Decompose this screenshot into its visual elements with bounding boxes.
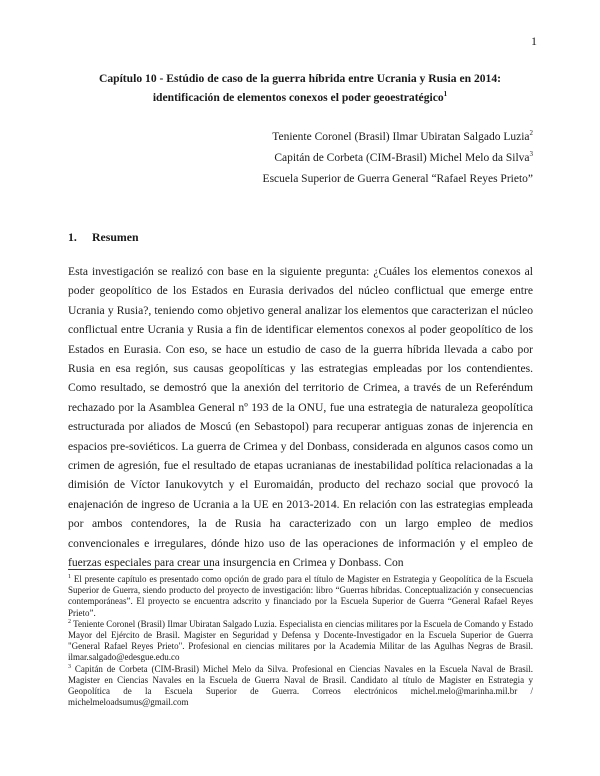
page-number: 1 bbox=[531, 34, 537, 48]
section-number: 1. bbox=[68, 230, 77, 244]
footnote-separator bbox=[68, 569, 213, 570]
footnote-ref-2[interactable]: 2 bbox=[529, 129, 533, 138]
footnote-2 bbox=[68, 619, 533, 664]
chapter-title-line-2 bbox=[70, 88, 530, 107]
footnote-1 bbox=[68, 574, 533, 619]
author-1 bbox=[230, 127, 533, 148]
author-block bbox=[230, 127, 533, 190]
footnotes bbox=[68, 574, 533, 708]
abstract-paragraph: Esta investigación se realizó con base en la siguiente pregunta: ¿Cuáles los elementos conexos al poder geopolítico de los Estados en Eurasia derivados del núcleo conflictual que emerge entre Ucrania y Rusia?, teniendo como objetivo general analizar los elementos que caracterizan el núcleo conflictual entre Ucrania y Rusia a fin de identificar elementos conexos al poder geopolítico de los Estados en Eurasia. Con eso, se hace un estudio de caso de la guerra híbrida llevada a cabo por Rusia en esa región, sus causas geopolíticas y las estrategias empleadas por los contendientes. Como resultado, se demostró que la anexión del territorio de Crimea, a través de un Referéndum rechazado por la Asamblea General nº 193 de la ONU, fue una estrategia de naturaleza geopolítica estructurada por aliados de Moscú (en Sebastopol) para recuperar antiguas zonas de injerencia en espacios pre-soviéticos. La guerra de Crimea y del Donbass, considerada en algunos casos como un crimen de agresión, fue el resultado de etapas ucranianas de inestabilidad política relacionadas a la dimisión de Víctor Ianukovytch y el Euromaidán, producto del rechazo social que provocó la enajenación de ingreso de Ucrania a la UE en 2013-2014. En relación con las estrategias empleada por ambos contendores, la de Rusia ha caracterizado con un largo empleo de medios convencionales e irregulares, dónde hizo uso de las operaciones de información y el empleo de fuerzas especiales para crear una insurgencia en Crimea y Donbass. Con bbox=[68, 265, 533, 570]
institution bbox=[230, 169, 533, 190]
chapter-title-line-2-text: identificación de elementos conexos el poder geoestratégico bbox=[152, 91, 444, 104]
section-heading bbox=[68, 230, 139, 245]
footnote-2-text: Teniente Coronel (Brasil) Ilmar Ubiratan Salgado Luzia. Especialista en ciencias militares por la Escuela de Comando y Estado Mayor del Ejército de Brasil. Magister en Seguridad y Defensa y Docente-Investigador en la Escuela Superior de Guerra "General Rafael Reyes Prieto". Profesional en ciencias militares por la Academia Militar de las Agulhas Negras de Brasil. ilmar.salgado@edesgue.edu.co bbox=[68, 618, 534, 663]
footnote-ref-3[interactable]: 3 bbox=[529, 150, 533, 159]
footnote-3-mark: 3 bbox=[68, 663, 71, 670]
institution-name: Escuela Superior de Guerra General “Rafael Reyes Prieto” bbox=[262, 173, 533, 185]
footnote-2-mark: 2 bbox=[68, 618, 71, 625]
author-2-name: Capitán de Corbeta (CIM-Brasil) Michel Melo da Silva bbox=[274, 152, 530, 164]
footnote-3-text: Capitán de Corbeta (CIM-Brasil) Michel Melo da Silva. Profesional en Ciencias Navales en la Escuela Naval de Brasil. Magister en Ciencias Navales en la Escuela de Guerra Naval de Brasil. Candidato al título de Magister en Estrategia y Geopolítica de la Escuela Superior de Guerra. Correos electrónicos michel.melo@marinha.mil.br / michelmeloadsumus@gmail.com bbox=[68, 663, 534, 708]
author-1-name: Teniente Coronel (Brasil) Ilmar Ubiratan Salgado Luzia bbox=[272, 131, 530, 143]
abstract-body bbox=[68, 262, 533, 573]
footnote-ref-1[interactable]: 1 bbox=[443, 90, 448, 99]
chapter-title-line-1: Capítulo 10 - Estúdio de caso de la guerra híbrida entre Ucrania y Rusia en 2014: bbox=[98, 72, 502, 85]
author-2 bbox=[230, 148, 533, 169]
footnote-1-mark: 1 bbox=[68, 574, 71, 580]
footnote-1-text: El presente capítulo es presentado como opción de grado para el título de Magister en Estrategia y Geopolítica de la Escuela Superior de Guerra, siendo producto del proyecto de investigación: libro “Guerras híbridas. Conceptualización y consecuencias contemporáneas”. El proyecto se encuentra adscrito y financiado por la Escuela Superior de Guerra “General Rafael Reyes Prieto”. bbox=[68, 574, 533, 618]
footnote-3 bbox=[68, 664, 533, 709]
chapter-title bbox=[70, 69, 530, 107]
section-title: Resumen bbox=[92, 230, 139, 244]
